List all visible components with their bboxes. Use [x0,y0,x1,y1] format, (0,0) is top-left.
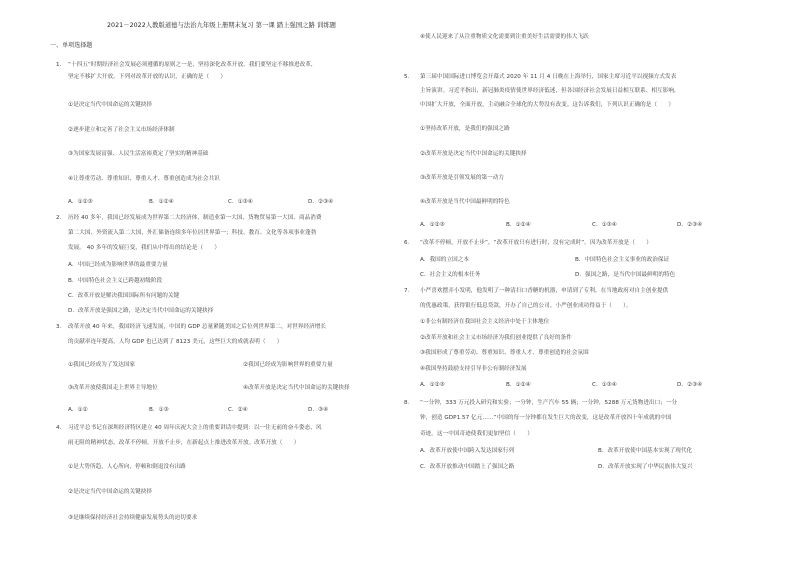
statement: ①是决定当代中国命运的关键抉择 [68,102,153,108]
statement: ②是决定当代中国命运的关键抉择 [68,489,153,495]
question-stem-line: 奇迹。这一中国奇迹使我们更加坚信（ ） [420,431,533,437]
question-number: 3. [56,324,62,330]
question-stem-line: “一分钟，333 万元投入研究和实验；一分钟，生产汽车 55 辆；一分钟，5288 万元货物进出口；一分 [420,400,678,406]
option-a[interactable]: A．改革开放使中国跨入发达国家行列 [420,448,515,454]
question-stem-line: 历经 40 多年，我国已经发展成为世界第二大经济体，制造业第一大国、货物贸易第一大国、商品消费 [68,215,322,221]
option-b[interactable]: B．①②④ [506,222,531,228]
statement: ④我国坚持鼓励支持引导非公有制经济发展 [420,366,527,372]
option-a[interactable]: A．①②③ [420,382,445,388]
option-a[interactable]: A．①②③ [420,222,445,228]
option-d[interactable]: D．②③④ [677,382,703,388]
question-stem-line: “改革不停顿，开放不止步”，“改革开放只有进行时，没有完成时”。因为改革开放是（ ） [420,240,652,246]
question-number: 4. [56,425,62,431]
option-c[interactable]: C．改革开放是解决我国国际所有问题的关键 [68,293,180,299]
question-number: 2. [56,215,62,221]
statement: ①非公有制经济在我国社会主义经济中处于主体地位 [420,319,550,325]
question-stem-line: 发展。 40 多年的发展巨变，我们从中得出的结论是（ ） [68,245,220,251]
option-a[interactable]: A．①② [68,407,88,413]
option-d[interactable]: D．②③④ [677,222,703,228]
statement: ④使人民迎来了从注重物质文化需要到注重美好生活需要的伟大飞跃 [420,34,589,40]
statement: ①我国已经成为了发达国家 [68,362,136,368]
option-c[interactable]: C．社会主义的根本任务 [420,272,481,278]
right-column [402,0,772,562]
statement: ③改革开放使我国走上世界主导地位 [68,385,158,391]
question-stem-line: 的贡献率连年提高，人均 GDP 也已达到了 8123 美元，这些巨大的成就表明（ ） [68,339,283,345]
question-number: 7. [404,288,410,294]
question-stem-line: 小严喜欢摆弄小发明，他发明了一种清扫口香糖的机器，申请到了专利，在当地政府对自主创业提供 [420,288,669,294]
option-b[interactable]: B．中国特色社会主义事业的政治保证 [575,257,670,263]
statement: ①是大势所趋，人心所向，停顿和倒退没有出路 [68,464,186,470]
option-b[interactable]: B．①③ [149,407,169,413]
question-number: 5. [404,74,410,80]
option-c[interactable]: C．①③④ [592,382,617,388]
statement: ③是继续保持经济社会持续健康发展势头的迫切要求 [68,515,198,521]
option-b[interactable]: B．①②④ [506,382,531,388]
question-number: 8. [404,400,410,406]
statement: ②改革开放和社会主义市场经济为我们创业提供了良好的条件 [420,335,572,341]
question-number: 1. [56,62,62,68]
question-stem-line: 第二大国、外资流入第二大国，外汇储备连续多年位居世界第一；科技、教育、文化等各项事业蓬勃 [68,230,317,236]
statement: ③为国家发展富强、人民生活富裕奠定了坚实的精神基础 [68,151,209,157]
statement: ④改革开放是决定当代中国命运的关键抉择 [243,385,350,391]
option-b[interactable]: B．改革开放使中国基本实现了现代化 [598,448,693,454]
option-c[interactable]: C．改革开放推动中国踏上了强国之路 [420,464,515,470]
left-column [50,0,395,562]
question-stem-line: 雨无阻的精神状态，改革不停顿，开放不止步，在新起点上推进改革开放。改革开放（ ） [68,440,300,446]
question-stem-line: 钟，创造 GDP1.57 亿元……”中国的每一分钟都在发生巨大的改变，这是改革开放四十年成就的中国 [420,415,672,421]
statement: ④让尊重劳动、尊重知识、尊重人才、尊重创造成为社会共识 [68,176,220,182]
option-d[interactable]: D．强国之路，是当代中国最鲜明的特色 [575,272,676,278]
statement: ④改革开放是当代中国最鲜明的特色 [420,199,510,205]
option-c[interactable]: C．①③④ [592,222,617,228]
section-heading: 一、单项选择题 [50,42,93,49]
option-a[interactable]: A．①②③ [68,199,93,205]
statement: ②我国已经成为影响世界的重要力量 [243,362,333,368]
option-d[interactable]: D．③④ [308,407,329,413]
statement: ②改革开放是决定当代中国命运的关键抉择 [420,151,527,157]
question-stem-line: 第三届中国国际进口博览会开幕式 2020 年 11 月 4 日晚在上海举行，国家主席习近平以视频方式发表 [420,74,677,80]
option-c[interactable]: C．②④ [228,407,248,413]
question-stem-line: 中国扩大开放，全面开放，主动融合全球化的大势没有改变。这告诉我们，下列认识正确的是（ ） [420,102,674,108]
question-stem-line: 主旨演讲。习近平指出，新冠肺炎疫情使世界经济低迷，但各国经济社会发展日益相互联系、相互影响， [420,88,680,94]
option-a[interactable]: A．中国已经成为影响世界的最重要力量 [68,262,168,268]
question-stem-line: 改革开放 40 年来，我国经济飞速发展，中国的 GDP 总量紧随美国之后位列世界第二，对世界经济增长 [68,324,327,330]
option-d[interactable]: D．改革开放实现了中华民族伟大复兴 [598,464,693,470]
option-a[interactable]: A．我国的立国之本 [420,257,470,263]
question-stem-line: “十四五”时期经济社会发展必须遵循的原则之一是，坚持深化改革开放。我们要坚定不移推进改革， [68,62,317,68]
statement: ③改革开放是引领发展的第一动力 [420,175,505,181]
statement: ①坚持改革开放，是我们的强国之路 [420,126,510,132]
document-title: 2021－2022人教版道德与法治九年级上册期末复习 第一课 踏上强国之路 训练题 [107,22,337,29]
option-b[interactable]: B．中国特色社会主义已跨越初级阶段 [68,278,163,284]
statement: ③我国形成了尊重劳动、尊重知识、尊重人才、尊重创造的社会氛围 [420,350,589,356]
question-stem-line: 的优惠政策，获得银行低息贷款，开办了自己的公司。小严创业成功得益于（ ）。 [420,303,632,309]
option-c[interactable]: C．①③④ [228,199,253,205]
option-d[interactable]: D．改革开放是强国之路，是决定当代中国命运的关键抉择 [68,308,214,314]
option-b[interactable]: B．①②④ [149,199,174,205]
statement: ②逐步建立和完善了社会主义市场经济体制 [68,127,175,133]
option-d[interactable]: D．②③④ [308,199,334,205]
question-stem-line: 坚定不移扩大开放。下列对改革开放的认识，正确的是（ ） [68,74,227,80]
question-number: 6. [404,240,410,246]
question-stem-line: 习近平总书记在深圳经济特区建立 40 周年庆祝大会上的重要讲话中提到：以一往无前的奋斗姿态、风 [68,425,322,431]
